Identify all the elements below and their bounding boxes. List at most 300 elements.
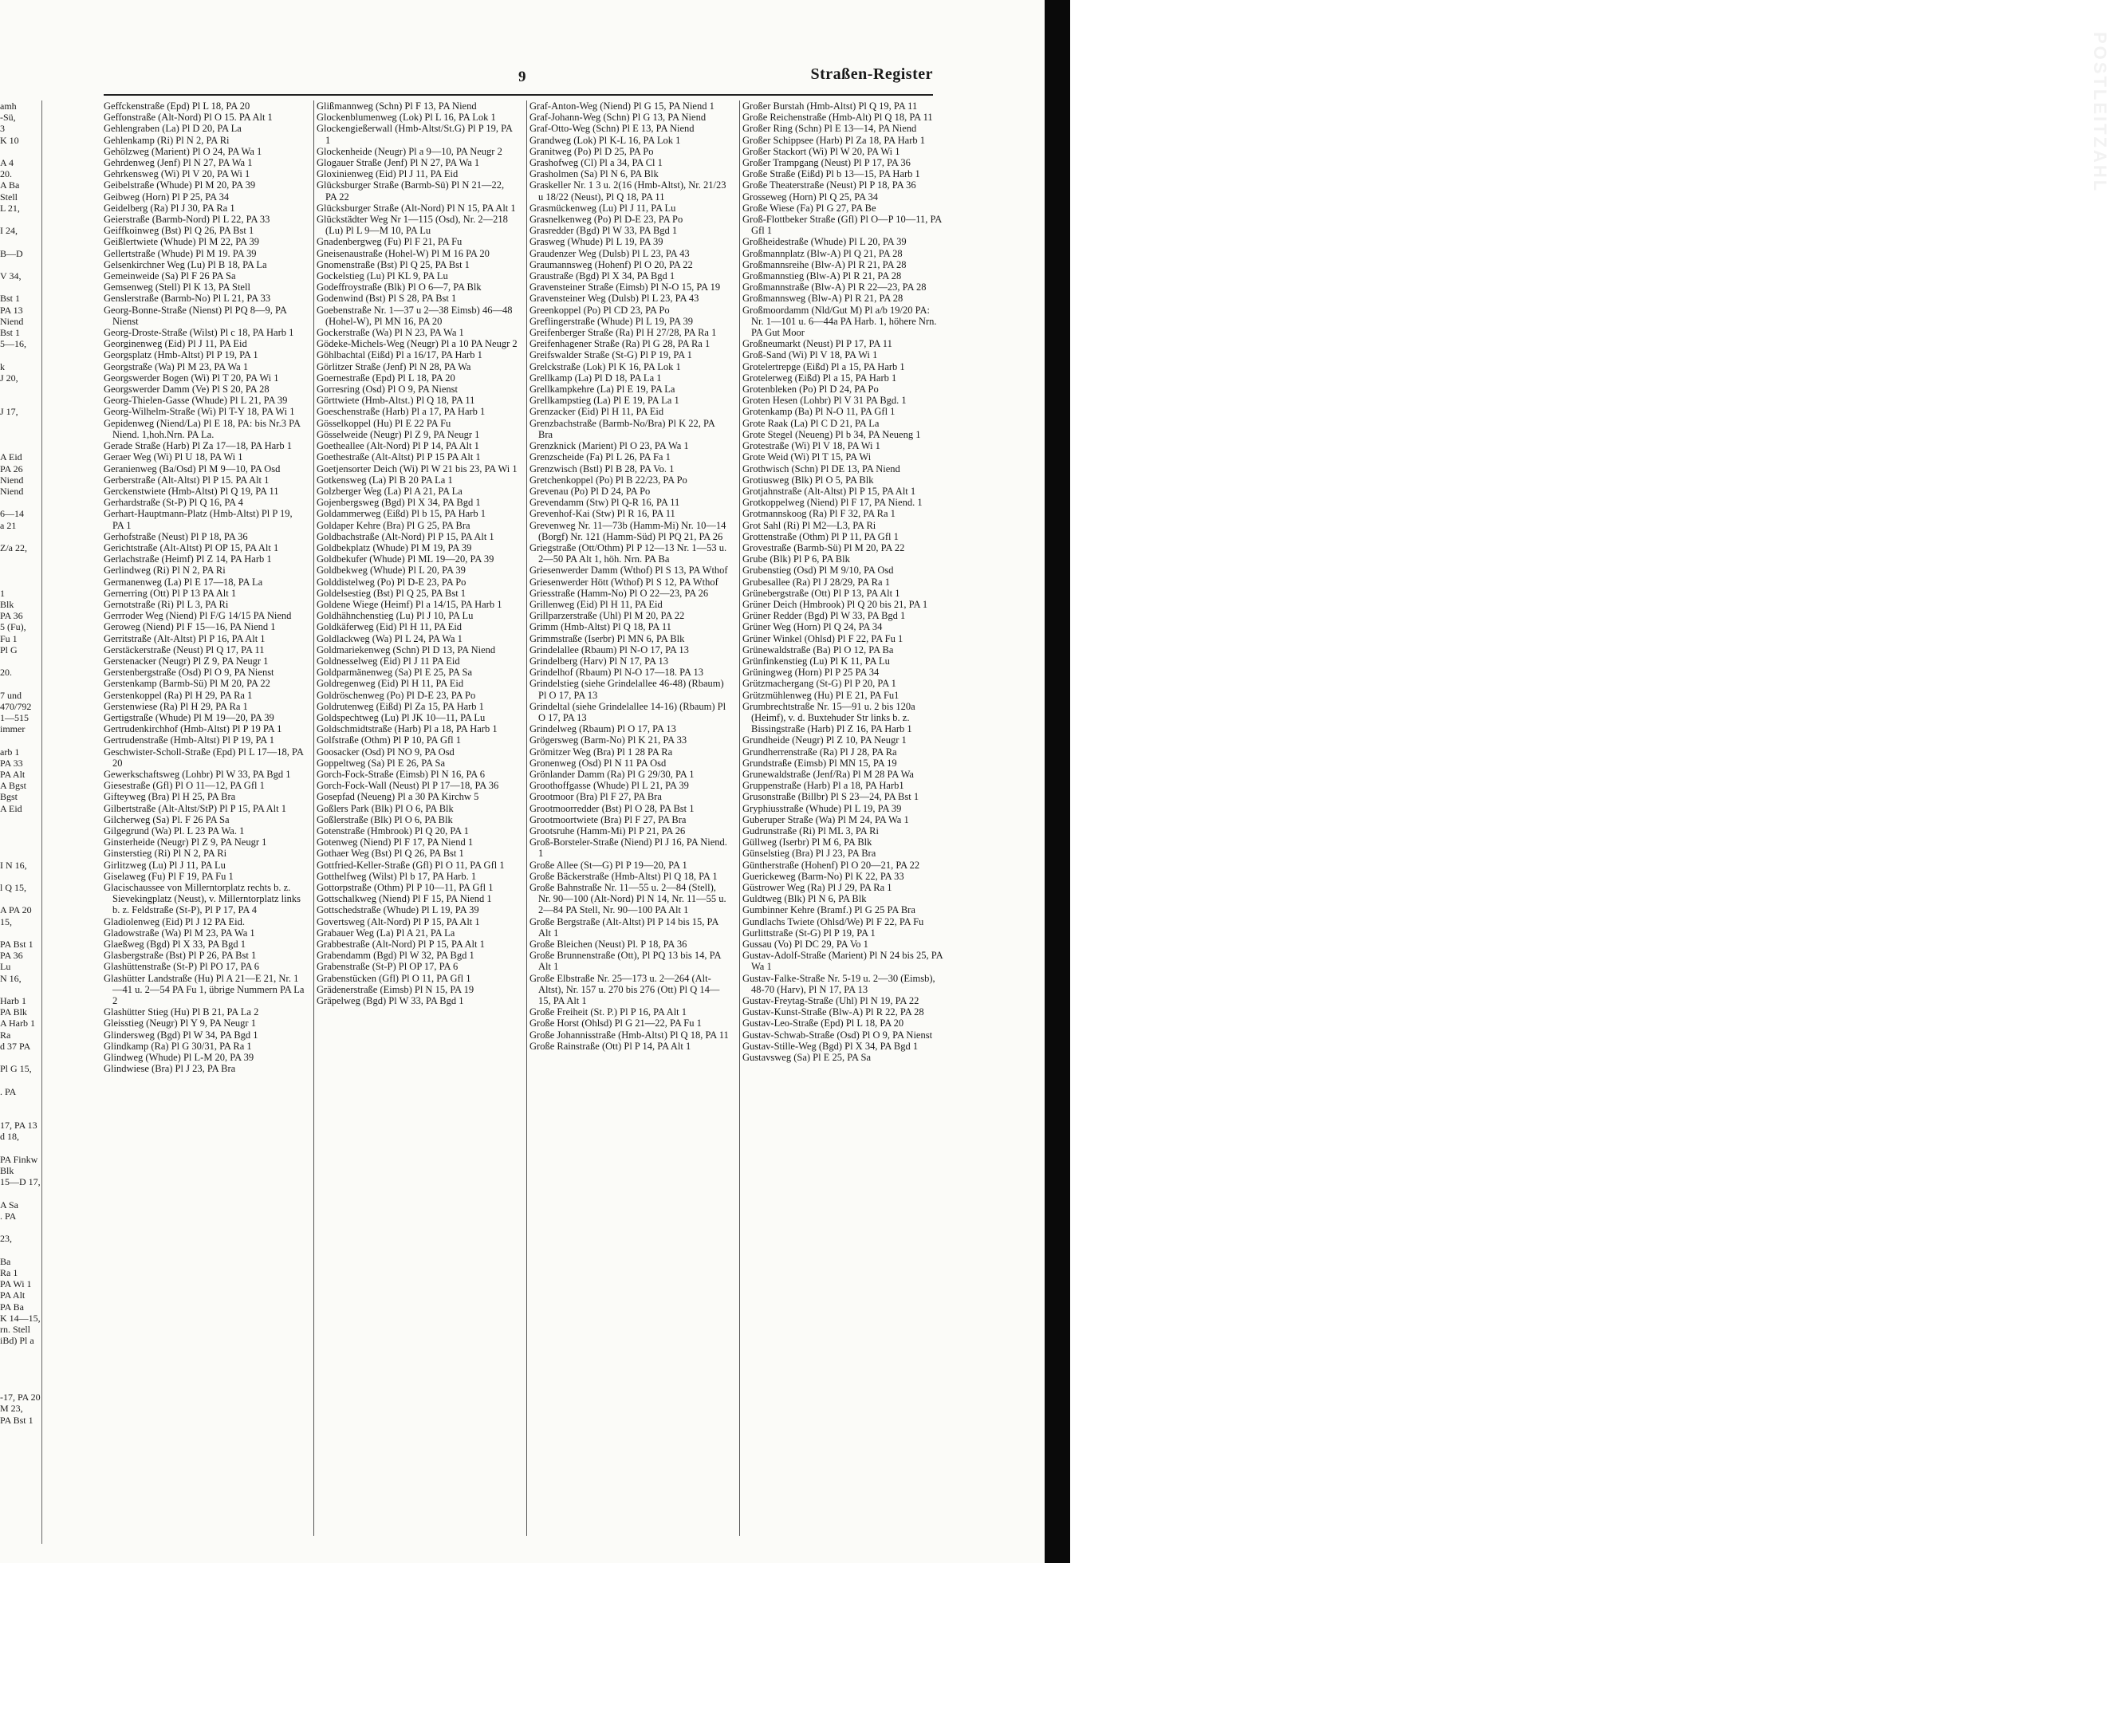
street-entry: Großer Burstah (Hmb-Altst) Pl Q 19, PA 11 (742, 100, 918, 112)
street-entry: Ginsterheide (Neugr) Pl Z 9, PA Neugr 1 (104, 837, 267, 848)
street-entry: Grosseweg (Horn) Pl Q 25, PA 34 (742, 191, 879, 203)
street-entry: Grabauer Weg (La) Pl A 21, PA La (317, 927, 455, 939)
street-entry: Guberuper Straße (Wa) Pl M 24, PA Wa 1 (742, 813, 909, 825)
street-entry: Grubesallee (Ra) Pl J 28/29, PA Ra 1 (742, 576, 890, 588)
street-entry: Gronenweg (Osd) Pl N 11 PA Osd (529, 757, 667, 769)
edge-fragment (0, 497, 41, 508)
edge-fragment: PA Bst 1 (0, 1414, 33, 1426)
street-entry: Goethestraße (Alt-Altst) Pl P 15 PA Alt 1 (317, 451, 481, 463)
street-entry: Guerickeweg (Barm-No) Pl K 22, PA 33 (742, 870, 904, 882)
street-entry: Goldparmänenweg (Sa) Pl E 25, PA Sa (317, 667, 473, 679)
edge-fragment: 5 (Fu), (0, 621, 26, 633)
edge-fragment (0, 440, 41, 451)
street-entry: Göhlbachtal (Eißd) Pl a 16/17, PA Harb 1 (317, 349, 482, 361)
street-entry: Groß-Borsteler-Straße (Niend) Pl J 16, PA Niend. 1 (529, 837, 727, 860)
street-entry: Glockengießerwall (Hmb-Altst/St.G) Pl P 19, PA 1 (317, 123, 513, 146)
street-entry: Grevenhof-Kai (Stw) Pl R 16, PA 11 (529, 508, 675, 520)
street-entry: Gustav-Kunst-Straße (Blw-A) Pl R 22, PA 28 (742, 1006, 924, 1018)
edge-fragment: A Bgst (0, 780, 27, 792)
street-entry: Große Elbstraße Nr. 25—173 u. 2—264 (Alt-Altst), Nr. 157 u. 270 bis 276 (Ott) Pl Q 14—15, PA Alt 1 (529, 972, 720, 1007)
street-entry: Gotthelfweg (Wilst) Pl b 17, PA Harb. 1 (317, 870, 477, 882)
street-entry: Grandweg (Lok) Pl K-L 16, PA Lok 1 (529, 134, 681, 146)
edge-fragment (0, 1052, 41, 1063)
street-entry: Grützmachergang (St-G) Pl P 20, PA 1 (742, 678, 896, 690)
edge-fragment: I N 16, (0, 859, 27, 871)
edge-fragment: 3 (0, 123, 5, 135)
register-column-4 (742, 100, 943, 1544)
street-entry: Golddistelweg (Po) Pl D-E 23, PA Po (317, 576, 466, 588)
edge-fragment (0, 236, 41, 247)
street-entry: Geibelstraße (Whude) Pl M 20, PA 39 (104, 179, 256, 191)
edge-fragment: 20. (0, 667, 12, 679)
street-entry: Grotestraße (Wi) Pl V 18, PA Wi 1 (742, 440, 880, 452)
street-entry: Gerckenstwiete (Hmb-Altst) Pl Q 19, PA 11 (104, 485, 279, 497)
street-entry: Greflingerstraße (Whude) Pl L 19, PA 39 (529, 315, 693, 327)
street-entry: Grüner Deich (Hmbrook) Pl Q 20 bis 21, PA 1 (742, 598, 928, 610)
street-entry: Goldaper Kehre (Bra) Pl G 25, PA Bra (317, 519, 470, 531)
street-entry: Geraer Weg (Wi) Pl U 18, PA Wi 1 (104, 451, 243, 463)
street-entry: Goßlers Park (Blk) Pl O 6, PA Blk (317, 802, 454, 814)
spine-text: POSTLEITZAHL (2090, 32, 2110, 194)
edge-fragment: Bst 1 (0, 293, 21, 305)
street-entry: Glogauer Straße (Jenf) Pl N 27, PA Wa 1 (317, 157, 480, 169)
edge-fragment: Ba (0, 1255, 11, 1267)
street-entry: Grönlander Damm (Ra) Pl G 29/30, PA 1 (529, 768, 695, 780)
street-entry: Gorch-Fock-Wall (Neust) Pl P 17—18, PA 36 (317, 780, 499, 792)
street-entry: Grindelallee (Rbaum) Pl N-O 17, PA 13 (529, 644, 689, 655)
edge-fragment (0, 1380, 41, 1392)
street-entry: Gotenweg (Niend) Pl F 17, PA Niend 1 (317, 837, 474, 848)
street-entry: Georg-Thielen-Gasse (Whude) Pl L 21, PA 39 (104, 395, 288, 407)
street-entry: Geffonstraße (Alt-Nord) Pl O 15. PA Alt 1 (104, 112, 273, 124)
street-entry: Große Horst (Ohlsd) Pl G 21—22, PA Fu 1 (529, 1018, 702, 1029)
header-rule (104, 94, 933, 96)
street-entry: Grotenbleken (Po) Pl D 24, PA Po (742, 384, 879, 396)
edge-fragment (0, 837, 41, 848)
street-entry: Gretchenkoppel (Po) Pl B 22/23, PA Po (529, 474, 687, 486)
street-entry: Grenzscheide (Fa) Pl L 26, PA Fa 1 (529, 451, 671, 463)
street-entry: Großmannstraße (Blw-A) Pl R 22—23, PA 28 (742, 281, 927, 293)
street-entry: Gehlenkamp (Ri) Pl N 2, PA Ri (104, 134, 230, 146)
street-entry: Gundlachs Twiete (Ohlsd/We) Pl F 22, PA Fu (742, 915, 924, 927)
street-entry: Gerstenkoppel (Ra) Pl H 29, PA Ra 1 (104, 689, 253, 701)
edge-fragment: M 23, (0, 1403, 23, 1415)
street-entry: Grabenstücken (Gfl) Pl O 11, PA Gfl 1 (317, 972, 471, 984)
street-entry: Gussau (Vo) Pl DC 29, PA Vo 1 (742, 939, 868, 951)
street-entry: Gerade Straße (Harb) Pl Za 17—18, PA Harb 1 (104, 440, 292, 452)
street-entry: Goldrutenweg (Eißd) Pl Za 15, PA Harb 1 (317, 700, 484, 712)
edge-fragment: -17, PA 20 (0, 1392, 41, 1403)
edge-fragment: 1—515 (0, 711, 29, 723)
street-entry: Grillenweg (Eid) Pl H 11, PA Eid (529, 598, 663, 610)
street-entry: Gerstenkamp (Barmb-Sü) Pl M 20, PA 22 (104, 678, 270, 690)
edge-fragment: PA 36 (0, 610, 23, 622)
street-entry: Grabbestraße (Alt-Nord) Pl P 15, PA Alt 1 (317, 939, 485, 951)
street-entry: Goldschmidtstraße (Harb) Pl a 18, PA Harb 1 (317, 723, 498, 735)
street-entry: Gösselkoppel (Hu) Pl E 22 PA Fu (317, 417, 451, 429)
street-entry: Grüner Redder (Bgd) Pl W 33, PA Bgd 1 (742, 610, 906, 622)
street-entry: Gerlindweg (Ri) Pl N 2, PA Ri (104, 565, 226, 577)
street-entry: Geffckenstraße (Epd) Pl L 18, PA 20 (104, 100, 250, 112)
edge-fragment: PA Finkw (0, 1153, 38, 1165)
street-entry: Gustav-Stille-Weg (Bgd) Pl X 34, PA Bgd 1 (742, 1040, 919, 1052)
edge-fragment (0, 655, 41, 667)
street-entry: Genslerstraße (Barmb-No) Pl L 21, PA 33 (104, 293, 271, 305)
edge-fragment: K 14—15, (0, 1312, 41, 1324)
street-entry: Gravensteiner Straße (Eimsb) Pl N-O 15, PA 19 (529, 281, 721, 293)
edge-fragment (0, 395, 41, 406)
edge-fragment (0, 1097, 41, 1108)
edge-fragment: d 18, (0, 1131, 19, 1143)
street-entry: Grasweg (Whude) Pl L 19, PA 39 (529, 236, 663, 248)
register-title: Straßen-Register (810, 65, 933, 83)
street-entry: Grasnelkenweg (Po) Pl D-E 23, PA Po (529, 214, 683, 226)
street-entry: Güllweg (Iserbr) Pl M 6, PA Blk (742, 837, 872, 848)
street-entry: Gerberstraße (Alt-Altst) Pl P 15. PA Alt 1 (104, 474, 270, 486)
street-entry: Gifteyweg (Bra) Pl H 25, PA Bra (104, 791, 236, 803)
street-entry: Gilcherweg (Sa) Pl. F 26 PA Sa (104, 813, 230, 825)
edge-fragment (0, 893, 41, 904)
street-entry: Groothoffgasse (Whude) Pl L 21, PA 39 (529, 780, 689, 792)
edge-fragment: A 4 (0, 157, 14, 169)
street-entry: Godenwind (Bst) Pl S 28, PA Bst 1 (317, 293, 457, 305)
edge-fragment (0, 531, 41, 542)
street-entry: Großneumarkt (Neust) Pl P 17, PA 11 (742, 338, 892, 350)
street-entry: Goßlerstraße (Blk) Pl O 6, PA Blk (317, 813, 453, 825)
street-entry: Gustav-Schwab-Straße (Osd) Pl O 9, PA Nienst (742, 1029, 933, 1041)
street-entry: Goldbekweg (Whude) Pl L 20, PA 39 (317, 565, 466, 577)
street-entry: Georginenweg (Eid) Pl J 11, PA Eid (104, 338, 247, 350)
edge-fragment (0, 146, 41, 157)
street-entry: Gottschalkweg (Niend) Pl F 15, PA Niend 1 (317, 893, 492, 905)
street-entry: Grevenweg Nr. 11—73b (Hamm-Mi) Nr. 10—14 (Borgf) Nr. 121 (Hamm-Süd) Pl PQ 21, PA 26 (529, 519, 726, 542)
street-entry: Goldnesselweg (Eid) Pl J 11 PA Eid (317, 655, 460, 667)
street-entry: Gelsenkirchner Weg (Lu) Pl B 18, PA La (104, 258, 267, 270)
street-entry: Graf-Otto-Weg (Schn) Pl E 13, PA Niend (529, 123, 695, 135)
street-entry: Großmannstieg (Blw-A) Pl R 21, PA 28 (742, 270, 902, 282)
street-entry: Großheidestraße (Whude) Pl L 20, PA 39 (742, 236, 907, 248)
edge-fragment: J 17, (0, 406, 18, 418)
street-entry: Goldammerweg (Eißd) Pl b 15, PA Harb 1 (317, 508, 486, 520)
street-entry: Graumannsweg (Hohenf) Pl O 20, PA 22 (529, 258, 693, 270)
edge-fragment (0, 1358, 41, 1369)
street-entry: Groß-Flottbeker Straße (Gfl) Pl O—P 10—11, PA Gfl 1 (742, 214, 942, 237)
street-entry: Gertrudenstraße (Hmb-Altst) Pl P 19, PA 1 (104, 734, 274, 746)
street-entry: Gehlengraben (La) Pl D 20, PA La (104, 123, 242, 135)
street-entry: Große Theaterstraße (Neust) Pl P 18, PA 36 (742, 179, 916, 191)
street-entry: Gosepfad (Neueng) Pl a 30 PA Kirchw 5 (317, 791, 479, 803)
register-column-1 (104, 100, 305, 1544)
street-entry: Gockerstraße (Wa) Pl N 23, PA Wa 1 (317, 327, 464, 339)
street-entry: Griesstraße (Hamm-No) Pl O 22—23, PA 26 (529, 587, 709, 599)
street-entry: Grundheide (Neugr) Pl Z 10, PA Neugr 1 (742, 734, 907, 746)
edge-fragment: . PA (0, 1085, 17, 1097)
street-entry: Gösselweide (Neugr) Pl Z 9, PA Neugr 1 (317, 428, 480, 440)
edge-fragment (0, 429, 41, 440)
street-entry: Grindelweg (Rbaum) Pl O 17, PA 13 (529, 723, 676, 735)
edge-fragment (0, 1188, 41, 1199)
street-entry: Gerlachstraße (Heimf) Pl Z 14, PA Harb 1 (104, 553, 272, 565)
street-entry: Goeschenstraße (Harb) Pl a 17, PA Harb 1 (317, 406, 486, 418)
edge-fragment: l Q 15, (0, 882, 26, 894)
edge-fragment: Fu 1 (0, 632, 18, 644)
street-entry: Geierstraße (Barmb-Nord) Pl L 22, PA 33 (104, 214, 270, 226)
edge-fragment: Blk (0, 598, 14, 610)
street-entry: Große Wiese (Fa) Pl G 27, PA Be (742, 202, 876, 214)
street-entry: Glasbergstraße (Bst) Pl P 26, PA Bst 1 (104, 950, 257, 962)
edge-fragment (0, 848, 41, 859)
street-entry: Große Freiheit (St. P.) Pl P 16, PA Alt 1 (529, 1006, 687, 1018)
street-entry: Große Bäckerstraße (Hmb-Altst) Pl Q 18, PA 1 (529, 870, 718, 882)
street-entry: Grögersweg (Barm-No) Pl K 21, PA 33 (529, 734, 687, 746)
street-entry: Germanenweg (La) Pl E 17—18, PA La (104, 576, 263, 588)
street-entry: Gilbertstraße (Alt-Altst/StP) Pl P 15, PA Alt 1 (104, 802, 286, 814)
street-entry: Goldkäferweg (Eid) Pl H 11, PA Eid (317, 621, 463, 633)
edge-fragment: immer (0, 723, 26, 735)
edge-fragment: Pl G (0, 644, 18, 655)
street-entry: Gorresring (Osd) Pl O 9, PA Nienst (317, 384, 458, 396)
edge-fragment: Niend (0, 315, 24, 327)
edge-fragment (0, 281, 41, 293)
edge-fragment: 1 (0, 587, 5, 599)
edge-fragment: a 21 (0, 519, 17, 531)
edge-fragment (0, 825, 41, 837)
street-entry: Grützmühlenweg (Hu) Pl E 21, PA Fu1 (742, 689, 900, 701)
street-entry: Glindwiese (Bra) Pl J 23, PA Bra (104, 1063, 236, 1075)
edge-fragment: Niend (0, 485, 24, 497)
street-entry: Grunewaldstraße (Jenf/Ra) Pl M 28 PA Wa (742, 768, 914, 780)
edge-fragment (0, 678, 41, 689)
street-entry: Grootmoorredder (Bst) Pl O 28, PA Bst 1 (529, 802, 695, 814)
street-entry: Gernotstraße (Ri) Pl L 3, PA Ri (104, 598, 229, 610)
street-entry: Golzberger Weg (La) Pl A 21, PA La (317, 485, 463, 497)
street-entry: Gottorpstraße (Othm) Pl P 10—11, PA Gfl 1 (317, 882, 494, 894)
street-entry: Geiffkoinweg (Bst) Pl Q 26, PA Bst 1 (104, 225, 254, 237)
edge-fragment: 5—16, (0, 338, 26, 350)
street-entry: Gumbinner Kehre (Bramf.) Pl G 25 PA Bra (742, 904, 915, 916)
edge-fragment: V 34, (0, 270, 22, 282)
edge-fragment: 470/792 (0, 700, 32, 712)
street-entry: Graustraße (Bgd) Pl X 34, PA Bgd 1 (529, 270, 675, 282)
edge-fragment: PA 13 (0, 304, 23, 316)
street-entry: Gustav-Freytag-Straße (Uhl) Pl N 19, PA 22 (742, 995, 919, 1007)
street-entry: Grevenau (Po) Pl D 24, PA Po (529, 485, 651, 497)
street-entry: Glückstädter Weg Nr 1—115 (Osd), Nr. 2—218 (Lu) Pl L 9—M 10, PA Lu (317, 214, 508, 237)
street-entry: Glücksburger Straße (Barmb-Sü) Pl N 21—22, PA 22 (317, 179, 505, 203)
street-entry: Georg-Wilhelm-Straße (Wi) Pl T-Y 18, PA Wi 1 (104, 406, 295, 418)
street-entry: Gorch-Fock-Straße (Eimsb) Pl N 16, PA 6 (317, 768, 485, 780)
street-entry: Gehölzweg (Marient) Pl O 24, PA Wa 1 (104, 145, 262, 157)
edge-fragment: arb 1 (0, 746, 20, 758)
street-entry: Große Johannisstraße (Hmb-Altst) Pl Q 18, PA 11 (529, 1029, 729, 1041)
street-entry: Grenzknick (Marient) Pl O 23, PA Wa 1 (529, 440, 689, 452)
street-entry: Glindersweg (Bgd) Pl W 34, PA Bgd 1 (104, 1029, 258, 1041)
street-entry: Grusonstraße (Billbr) Pl S 23—24, PA Bst 1 (742, 791, 919, 803)
street-entry: Goetjensorter Deich (Wi) Pl W 21 bis 23, PA Wi 1 (317, 463, 518, 474)
edge-fragment: Harb 1 (0, 995, 26, 1007)
street-entry: Gryphiusstraße (Whude) Pl L 19, PA 39 (742, 802, 902, 814)
street-entry: Griesenwerder Damm (Wthof) Pl S 13, PA Wthof (529, 565, 728, 577)
street-entry: Gravensteiner Weg (Dulsb) Pl L 23, PA 43 (529, 293, 699, 305)
street-entry: Grüningweg (Horn) Pl P 25 PA 34 (742, 667, 880, 679)
street-entry: Großer Schippsee (Harb) Pl Za 18, PA Harb 1 (742, 134, 926, 146)
street-entry: Greifenberger Straße (Ra) Pl H 27/28, PA Ra 1 (529, 327, 717, 339)
street-entry: Gurlittstraße (St-G) Pl P 19, PA 1 (742, 927, 876, 939)
edge-fragment: Bgst (0, 791, 18, 803)
street-entry: Grelckstraße (Lok) Pl K 16, PA Lok 1 (529, 360, 681, 372)
edge-fragment: Bst 1 (0, 327, 21, 339)
edge-fragment (0, 565, 41, 576)
street-entry: Goldspechtweg (Lu) Pl JK 10—11, PA Lu (317, 711, 486, 723)
street-entry: Groten Hesen (Lohbr) Pl V 31 PA Bgd. 1 (742, 395, 907, 407)
edge-fragment: A Eid (0, 451, 22, 463)
street-entry: Giselaweg (Fu) Pl F 19, PA Fu 1 (104, 870, 234, 882)
street-entry: Grotenkamp (Ba) Pl N-O 11, PA Gfl 1 (742, 406, 896, 418)
street-entry: Goldbekplatz (Whude) Pl M 19, PA 39 (317, 541, 472, 553)
street-entry: Goldröschenweg (Po) Pl D-E 23, PA Po (317, 689, 476, 701)
street-entry: Gruppenstraße (Harb) Pl a 18, PA Harb1 (742, 780, 904, 792)
street-entry: Grasholmen (Sa) Pl N 6, PA Blk (529, 168, 659, 180)
previous-page-edge (0, 100, 42, 1544)
street-entry: Grotkoppelweg (Niend) Pl F 17, PA Niend. 1 (742, 497, 923, 509)
street-entry: Gottfried-Keller-Straße (Gfl) Pl O 11, PA Gfl 1 (317, 859, 505, 871)
street-entry: Glacischaussee von Millerntorplatz rechts b. z. Sievekingplatz (Neust), v. Millerntorplatz links b. z. Feldstraße (St-P), Pl P 17, PA 4 (104, 882, 301, 916)
street-entry: Gerstenwiese (Ra) Pl H 29, PA Ra 1 (104, 700, 248, 712)
edge-fragment (0, 1074, 41, 1085)
street-entry: Grünewaldstraße (Ba) Pl O 12, PA Ba (742, 644, 894, 655)
street-entry: Grotelertrepge (Eißd) Pl a 15, PA Harb 1 (742, 360, 905, 372)
street-entry: Grömitzer Weg (Bra) Pl 1 28 PA Ra (529, 746, 673, 758)
street-entry: Gothaer Weg (Bst) Pl Q 26, PA Bst 1 (317, 848, 464, 860)
street-entry: Gladowstraße (Wa) Pl M 23, PA Wa 1 (104, 927, 255, 939)
street-entry: Godeffroystraße (Blk) Pl O 6—7, PA Blk (317, 281, 482, 293)
street-entry: Goebenstraße Nr. 1—37 u 2—38 Eimsb) 46—48 (Hohel-W), Pl MN 16, PA 20 (317, 304, 513, 327)
street-entry: Girlitzweg (Lu) Pl J 11, PA Lu (104, 859, 226, 871)
edge-fragment: A Sa (0, 1199, 19, 1210)
edge-fragment (0, 349, 41, 360)
street-entry: Görlitzer Straße (Jenf) Pl N 28, PA Wa (317, 360, 471, 372)
street-entry: Goosacker (Osd) Pl NO 9, PA Osd (317, 746, 455, 758)
edge-fragment: K 10 (0, 134, 19, 146)
scan-margin-right (1045, 0, 1276, 1736)
street-entry: Gerstäckerstraße (Neust) Pl Q 17, PA 11 (104, 644, 265, 655)
street-entry: Gustavsweg (Sa) Pl E 25, PA Sa (742, 1052, 872, 1064)
street-entry: Groß-Sand (Wi) Pl V 18, PA Wi 1 (742, 349, 878, 361)
edge-fragment: Niend (0, 474, 24, 486)
edge-fragment: amh (0, 100, 17, 112)
street-entry: Görttwiete (Hmb-Altst.) Pl Q 18, PA 11 (317, 395, 475, 407)
street-entry: Grootmoortwiete (Bra) Pl F 27, PA Bra (529, 813, 687, 825)
street-entry: Grabenstraße (St-P) Pl OP 17, PA 6 (317, 961, 459, 973)
street-entry: Golfstraße (Othm) Pl P 10, PA Gfl 1 (317, 734, 462, 746)
street-entry: Gudrunstraße (Ri) Pl ML 3, PA Ri (742, 825, 879, 837)
street-entry: Georg-Bonne-Straße (Nienst) Pl PQ 8—9, PA Nienst (104, 304, 287, 327)
street-entry: Grüner Winkel (Ohlsd) Pl F 22, PA Fu 1 (742, 632, 903, 644)
street-entry: Grasredder (Bgd) Pl W 33, PA Bgd 1 (529, 225, 678, 237)
street-entry: Georgswerder Damm (Ve) Pl S 20, PA 28 (104, 384, 270, 396)
street-entry: Große Straße (Eißd) Pl b 13—15, PA Harb 1 (742, 168, 920, 180)
street-entry: Grasmückenweg (Lu) Pl J 11, PA Lu (529, 202, 676, 214)
street-entry: Goldbachstraße (Alt-Nord) Pl P 15, PA Alt 1 (317, 530, 494, 542)
street-entry: Glücksburger Straße (Alt-Nord) Pl N 15, PA Alt 1 (317, 202, 516, 214)
street-entry: Grenzwisch (Bstl) Pl B 28, PA Vo. 1 (529, 463, 675, 474)
street-entry: Gehrdenweg (Jenf) Pl N 27, PA Wa 1 (104, 157, 253, 169)
street-entry: Goldelsestieg (Bst) Pl Q 25, PA Bst 1 (317, 587, 466, 599)
edge-fragment (0, 553, 41, 565)
street-entry: Grootmoor (Bra) Pl F 27, PA Bra (529, 791, 662, 803)
street-entry: Großer Trampgang (Neust) Pl P 17, PA 36 (742, 157, 911, 169)
street-entry: Glißmannweg (Schn) Pl F 13, PA Niend (317, 100, 477, 112)
street-entry: Gnadenbergweg (Fu) Pl F 21, PA Fu (317, 236, 463, 248)
street-entry: Geidelberg (Ra) Pl J 30, PA Ra 1 (104, 202, 235, 214)
street-entry: Georgsplatz (Hmb-Altst) Pl P 19, PA 1 (104, 349, 258, 361)
street-entry: Graskeller Nr. 1 3 u. 2(16 (Hmb-Altst), Nr. 21/23 u 18/22 (Neust), Pl Q 18, PA 11 (529, 179, 726, 203)
register-column-3 (529, 100, 730, 1544)
street-entry: Grovestraße (Barmb-Sü) Pl M 20, PA 22 (742, 541, 905, 553)
street-entry: Glockenblumenweg (Lok) Pl L 16, PA Lok 1 (317, 112, 496, 124)
page-number: 9 (518, 69, 526, 85)
street-entry: Grothwisch (Schn) Pl DE 13, PA Niend (742, 463, 900, 474)
edge-fragment (0, 927, 41, 939)
street-entry: Gertigstraße (Whude) Pl M 19—20, PA 39 (104, 711, 274, 723)
street-entry: Graudenzer Weg (Dulsb) Pl L 23, PA 43 (529, 247, 690, 259)
street-entry: Grote Stegel (Neueng) Pl b 34, PA Neueng 1 (742, 428, 921, 440)
street-entry: Gewerkschaftsweg (Lohbr) Pl W 33, PA Bgd 1 (104, 768, 291, 780)
street-entry: Gemeinweide (Sa) Pl F 26 PA Sa (104, 270, 236, 282)
edge-fragment: 17, PA 13 (0, 1120, 37, 1132)
edge-fragment: PA Wi 1 (0, 1278, 32, 1290)
street-entry: Grundstraße (Eimsb) Pl MN 15, PA 19 (742, 757, 897, 769)
street-entry: Gleisstieg (Neugr) Pl Y 9, PA Neugr 1 (104, 1018, 256, 1029)
street-entry: Goppeltweg (Sa) Pl E 26, PA Sa (317, 757, 445, 769)
edge-fragment: PA 36 (0, 950, 23, 962)
edge-fragment: PA Alt (0, 768, 26, 780)
street-entry: Grünfinkenstieg (Lu) Pl K 11, PA Lu (742, 655, 890, 667)
street-entry: Greenkoppel (Po) Pl CD 23, PA Po (529, 304, 670, 316)
street-entry: Grootsruhe (Hamm-Mi) Pl P 21, PA 26 (529, 825, 686, 837)
edge-fragment (0, 871, 41, 882)
edge-fragment: 20. (0, 168, 12, 180)
street-entry: Grimmstraße (Iserbr) Pl MN 6, PA Blk (529, 632, 685, 644)
edge-fragment (0, 214, 41, 225)
street-entry: Gustav-Adolf-Straße (Marient) Pl N 24 bis 25, PA Wa 1 (742, 950, 943, 973)
street-entry: Geranienweg (Ba/Osd) Pl M 9—10, PA Osd (104, 463, 281, 474)
edge-fragment (0, 814, 41, 825)
column-divider (313, 100, 314, 1536)
street-entry: Gerstenbergstraße (Osd) Pl O 9, PA Nienst (104, 667, 274, 679)
street-entry: Grote Weid (Wi) Pl T 15, PA Wi (742, 451, 872, 463)
street-entry: Greifswalder Straße (St-G) Pl P 19, PA 1 (529, 349, 692, 361)
street-entry: Großer Ring (Schn) Pl E 13—14, PA Niend (742, 123, 917, 135)
street-entry: Glashüttenstraße (St-P) Pl PO 17, PA 6 (104, 961, 260, 973)
edge-fragment: 15—D 17, (0, 1176, 41, 1188)
edge-fragment: k (0, 360, 5, 372)
street-entry: Grindelhof (Rbaum) Pl N-O 17—18. PA 13 (529, 667, 703, 679)
street-entry: Gneisenaustraße (Hohel-W) Pl M 16 PA 20 (317, 247, 490, 259)
street-entry: Gerstenacker (Neugr) Pl Z 9, PA Neugr 1 (104, 655, 269, 667)
street-entry: Goldlackweg (Wa) Pl L 24, PA Wa 1 (317, 632, 463, 644)
street-entry: Glashütter Landstraße (Hu) Pl A 21—E 21, Nr. 1—41 u. 2—54 PA Fu 1, übrige Nummern PA La 2 (104, 972, 305, 1007)
street-entry: Grabendamm (Bgd) Pl W 32, PA Bgd 1 (317, 950, 474, 962)
street-entry: Grotiusweg (Blk) Pl O 5, PA Blk (742, 474, 874, 486)
page-header (104, 65, 933, 89)
street-entry: Grundherrenstraße (Ra) Pl J 28, PA Ra (742, 746, 897, 758)
edge-fragment: -Sü, (0, 112, 16, 124)
street-entry: Große Reichenstraße (Hmb-Alt) Pl Q 18, PA 11 (742, 112, 933, 124)
edge-fragment: A Eid (0, 802, 22, 814)
street-entry: Georgstraße (Wa) Pl M 23, PA Wa 1 (104, 360, 249, 372)
edge-fragment (0, 984, 41, 995)
